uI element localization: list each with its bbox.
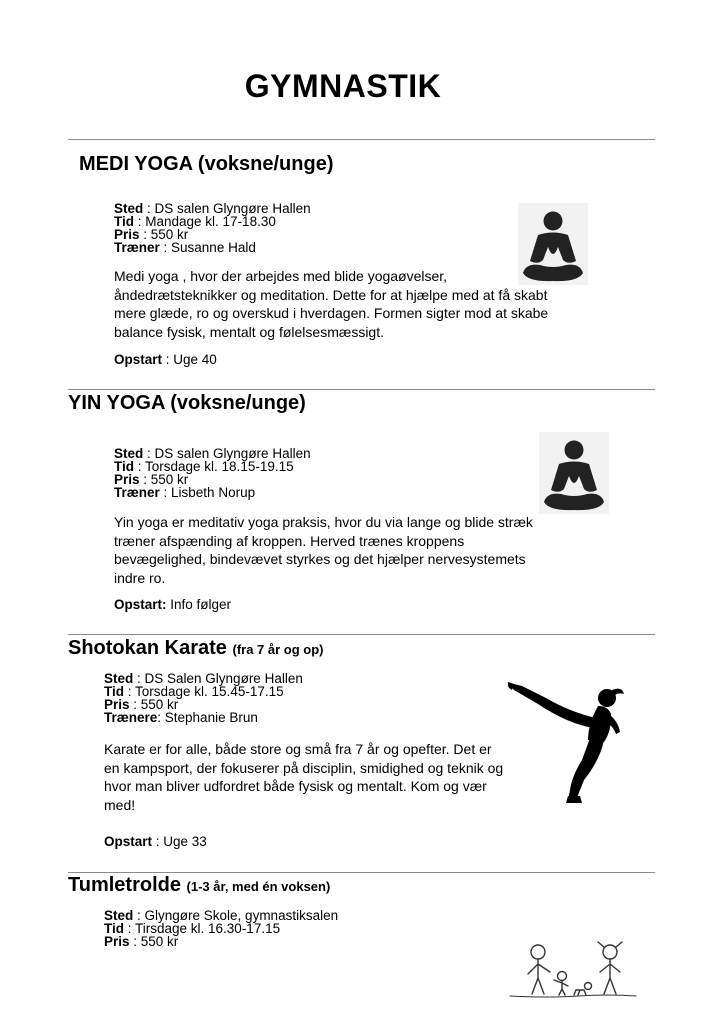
sted-label: Sted	[104, 671, 134, 686]
traener-value: : Lisbeth Norup	[159, 485, 256, 500]
opstart-label: Opstart	[114, 352, 163, 367]
heading-text: Tumletrolde	[68, 874, 181, 896]
section-divider	[68, 389, 655, 390]
pris-label: Pris	[104, 697, 130, 712]
tid-value: : Mandage kl. 17-18.30	[134, 214, 276, 229]
tid-label: Tid	[104, 684, 124, 699]
page-title: GYMNASTIK	[244, 68, 442, 104]
traener-value: : Susanne Hald	[159, 240, 256, 255]
section-divider	[68, 872, 655, 873]
section-heading-tumletrolde	[68, 874, 330, 897]
tid-value: : Torsdage kl. 18.15-19.15	[134, 459, 294, 474]
meditation-icon	[518, 203, 588, 285]
traener-label: Trænere	[104, 710, 158, 725]
heading-text: Shotokan Karate	[68, 637, 227, 659]
info-block-tumletrolde	[104, 909, 338, 948]
section-heading-yin-yoga	[68, 392, 306, 415]
opstart-line	[104, 834, 207, 849]
tid-label: Tid	[114, 459, 134, 474]
opstart-value: : Uge 40	[162, 352, 217, 367]
sted-value: : Glyngøre Skole, gymnastiksalen	[133, 908, 339, 923]
sted-value: : DS salen Glyngøre Hallen	[143, 446, 311, 461]
info-block-medi-yoga	[114, 202, 311, 254]
tid-label: Tid	[104, 921, 124, 936]
traener-label: Træner	[114, 485, 160, 500]
description-karate: Karate er for alle, både store og små fra 7 år og opefter. Det er en kampsport, der fokuserer på disciplin, smidighed og teknik og hvor man bliver udfordret både fysisk og mentalt. Kom og vær med!	[104, 741, 504, 813]
description-yin-yoga: Yin yoga er meditativ yoga praksis, hvor du via lange og blide stræk træner afspænding af kroppen. Herved trænes kroppens bevægelighed, bindevævet styrkes og det hjælper nervesystemets indre ro.	[114, 514, 533, 586]
pris-value: : 550 kr	[129, 934, 179, 949]
opstart-label: Opstart	[104, 834, 153, 849]
pris-label: Pris	[114, 227, 140, 242]
opstart-value: : Uge 33	[152, 834, 207, 849]
section-heading-karate	[68, 637, 324, 660]
meditation-icon	[539, 432, 609, 514]
info-block-karate	[104, 672, 303, 724]
karate-kick-icon	[508, 680, 626, 804]
opstart-line	[114, 352, 217, 367]
section-divider	[68, 139, 655, 140]
sted-label: Sted	[104, 908, 134, 923]
opstart-label: Opstart:	[114, 597, 167, 612]
description-medi-yoga: Medi yoga , hvor der arbejdes med blide yogaøvelser, åndedrætsteknikker og meditation. Dette for at hjælpe med at få skabt mere glæde, ro og overskud i hverdagen. Formen sigter mod at skabe balance fysisk, mentalt og følelsesmæssigt.	[114, 268, 549, 340]
pris-value: : 550 kr	[139, 227, 189, 242]
sted-label: Sted	[114, 446, 144, 461]
tid-value: : Tirsdage kl. 16.30-17.15	[124, 921, 281, 936]
traener-line	[114, 486, 311, 499]
heading-subtext: (fra 7 år og op)	[232, 642, 324, 657]
heading-text: MEDI YOGA (voksne/unge)	[79, 153, 334, 175]
traener-line	[114, 241, 311, 254]
traener-value: : Stephanie Brun	[157, 710, 258, 725]
pris-value: : 550 kr	[129, 697, 179, 712]
section-divider	[68, 634, 655, 635]
heading-text: YIN YOGA (voksne/unge)	[68, 392, 306, 414]
section-heading-medi-yoga	[79, 153, 333, 176]
sted-value: : DS Salen Glyngøre Hallen	[133, 671, 303, 686]
heading-subtext: (1-3 år, med én voksen)	[186, 879, 331, 894]
traener-label: Træner	[114, 240, 160, 255]
pris-value: : 550 kr	[139, 472, 189, 487]
family-drawing-icon	[508, 938, 640, 1000]
tid-value: : Torsdage kl. 15.45-17.15	[124, 684, 284, 699]
sted-value: : DS salen Glyngøre Hallen	[143, 201, 311, 216]
opstart-value: Info følger	[166, 597, 232, 612]
pris-label: Pris	[104, 934, 130, 949]
sted-label: Sted	[114, 201, 144, 216]
tid-label: Tid	[114, 214, 134, 229]
pris-line	[104, 935, 338, 948]
opstart-line	[114, 597, 231, 612]
traener-line	[104, 711, 303, 724]
info-block-yin-yoga	[114, 447, 311, 499]
pris-label: Pris	[114, 472, 140, 487]
